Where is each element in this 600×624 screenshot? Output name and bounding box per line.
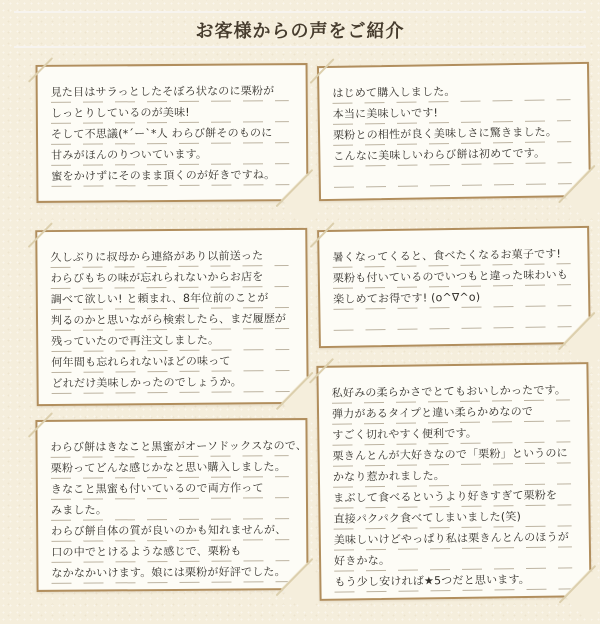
review-line: わらび餅はきなこと黒蜜がオーソドックスなので、 — [51, 435, 294, 458]
review-line: 本当に美味しいです! — [333, 100, 576, 125]
review-line: 口の中でとけるような感じで、栗粉も — [51, 540, 294, 563]
review-line: かなり惹かれました。 — [333, 463, 576, 487]
review-card-body — [319, 64, 589, 194]
review-line: 好きかな。 — [334, 547, 577, 571]
review-line: 栗粉ってどんな感じかなと思い購入しました。 — [51, 456, 294, 479]
reviews-column-right — [318, 64, 590, 599]
review-card-body — [318, 364, 589, 599]
review-line: 弾力があるタイプと違い柔らかめなので — [332, 400, 575, 424]
review-line: 私好みの柔らかさでとてもおいしかったです。 — [332, 379, 575, 403]
review-card-body — [37, 420, 306, 590]
review-card-6 — [316, 362, 591, 601]
review-line: 何年間も忘れられないほどの味って — [51, 350, 294, 373]
reviews-column-left — [36, 64, 308, 599]
review-line: 栗きんとんが大好きなので「栗粉」というのに — [332, 442, 575, 466]
review-card-body — [38, 65, 307, 193]
review-line: 見た目はサラっとしたそぼろ状なのに栗粉が — [51, 80, 294, 103]
review-line: なかなかいけます。娘には栗粉が好評でした。 — [51, 561, 294, 584]
review-line: もう少し安ければ★5つだと思います。 — [334, 568, 577, 592]
review-line: 甘みがほんのりついています。 — [51, 143, 294, 166]
review-card-2 — [317, 62, 591, 201]
review-line: 暑くなってくると、食べたくなるお菓子です! — [332, 243, 575, 268]
review-line: わらびもちの味が忘れられないからお店を — [51, 266, 294, 289]
review-line: 栗粉も付いているのでいつもと違った味わいも — [333, 264, 576, 289]
review-line: みました。 — [51, 498, 294, 521]
header-rule-top — [14, 11, 586, 13]
review-line: わらび餅自体の質が良いのかも知れませんが、 — [51, 519, 294, 542]
review-line: 蜜をかけずにそのまま頂くのが好きですね。 — [51, 164, 294, 187]
review-line: 栗粉との相性が良く美味しさに驚きました。 — [333, 121, 576, 146]
review-card-1 — [36, 63, 309, 203]
review-line: 美味しいけどやっぱり私は栗きんとんのほうが — [334, 526, 577, 550]
review-line: すごく切れやすく便利です。 — [332, 421, 575, 445]
review-line: 調べて欲しい! と頼まれ、8年位前のことが — [51, 287, 294, 310]
page-title: お客様からの声をご紹介 — [195, 21, 405, 42]
page-header — [0, 0, 600, 48]
review-line: きなこと黒蜜も付いているので両方作って — [51, 477, 294, 500]
review-line: 判るのかと思いながら検索したら、まだ履歴が — [51, 308, 294, 331]
reviews-grid — [0, 48, 600, 599]
review-card-5 — [35, 418, 308, 592]
review-card-body — [319, 228, 589, 337]
review-line: 残っていたので再注文しました。 — [51, 329, 294, 352]
review-line: はじめて購入しました。 — [332, 79, 575, 104]
review-line: そして不思議(*´ー`*人 わらび餅そのものに — [51, 122, 294, 145]
review-card-3 — [35, 228, 309, 406]
review-card-4 — [317, 226, 591, 348]
review-line: こんなに美味しいわらび餅は初めてです。 — [333, 142, 576, 167]
review-line — [333, 306, 576, 331]
review-line — [334, 163, 577, 188]
review-line: 直接パクパク食べてしまいました(笑) — [333, 505, 576, 529]
review-line: 楽しめてお得です! (o^∇^o) — [333, 285, 576, 310]
review-line: 久しぶりに叔母から連絡があり以前送った — [50, 245, 293, 268]
review-card-body — [37, 230, 306, 400]
review-line: どれだけ美味しかったのでしょうか。 — [51, 371, 294, 394]
review-line: まぶして食べるというより好きすぎて栗粉を — [333, 484, 576, 508]
review-line: しっとりしているのが美味! — [51, 101, 294, 124]
